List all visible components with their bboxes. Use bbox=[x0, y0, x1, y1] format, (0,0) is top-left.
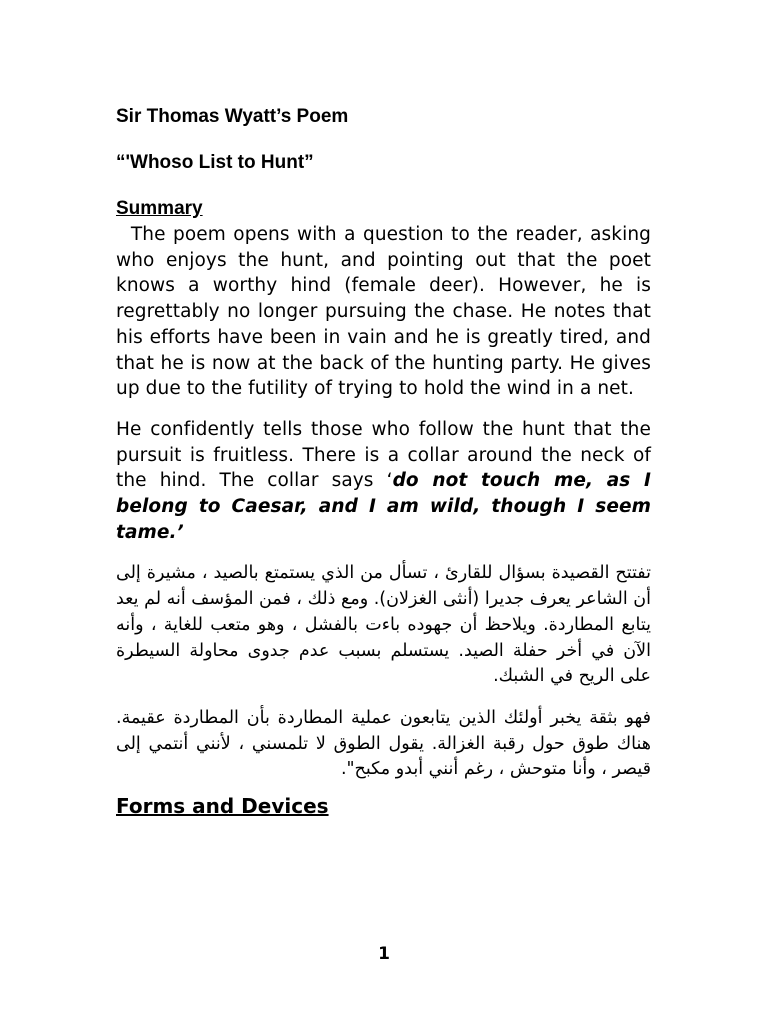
forms-and-devices-heading: Forms and Devices bbox=[116, 794, 329, 819]
collar-quote: do not touch me, as I belong to Caesar, and I am wild, though I seem tame.’ bbox=[116, 470, 651, 543]
document-title: Sir Thomas Wyatt’s Poem bbox=[116, 106, 349, 127]
arabic-paragraph-2: فهو بثقة يخبر أولئك الذين يتابعون عملية المطاردة بأن المطاردة عقيمة. هناك طوق حول رقبة الغزالة. يقول الطوق لا تلمسني ، لأنني أنتمي إلى قيصر ، وأنا متوحش ، رغم أنني أبدو مكبح". bbox=[116, 707, 651, 780]
paragraph-2-text: He confidently tells those who follow the hunt that the pursuit is fruitless. There is a collar around the neck of the hind. The collar says ‘ bbox=[116, 418, 651, 492]
page-number: 1 bbox=[378, 944, 390, 964]
summary-heading: Summary bbox=[116, 198, 203, 219]
poem-title: “'Whoso List to Hunt” bbox=[116, 152, 314, 173]
page-content bbox=[116, 104, 657, 821]
summary-paragraph-1: The poem opens with a question to the reader, asking who enjoys the hunt, and pointing out that the poet knows a worthy hind (female deer). However, he is regrettably no longer pursuing the chase. He notes that his efforts have been in vain and he is greatly tired, and that he is now at the back of the hunting party. He gives up due to the futility of trying to hold the wind in a net. bbox=[116, 224, 657, 400]
arabic-paragraph-1: تفتتح القصيدة بسؤال للقارئ ، تسأل من الذي يستمتع بالصيد ، مشيرة إلى أن الشاعر يعرف جديرا (أنثى الغزلان). ومع ذلك ، فمن المؤسف أنه لم يعد يتابع المطاردة. ويلاحظ أن جهوده باءت بالفشل ، وهو متعب للغاية ، وأنه الآن في أخر حفلة الصيد. يستسلم بسبب عدم جدوى محاولة السيطرة على الريح في الشبك. bbox=[116, 563, 651, 687]
summary-paragraph-2 bbox=[116, 417, 651, 546]
